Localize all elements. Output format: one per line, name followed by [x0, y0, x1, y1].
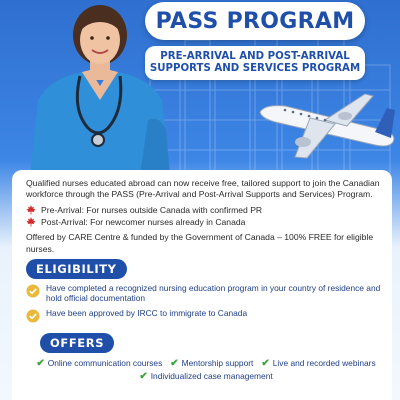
eligibility-list: [26, 283, 382, 323]
offer-item: [36, 358, 162, 369]
airplane-illustration: [255, 82, 400, 167]
stream-post-arrival: [26, 216, 382, 228]
check-icon: ✔: [170, 357, 179, 369]
program-subtitle-line-1: PRE-ARRIVAL AND POST-ARRIVAL: [160, 51, 350, 62]
program-subtitle-box: [145, 46, 365, 80]
offer-item: [170, 358, 253, 369]
maple-leaf-icon: [26, 205, 36, 215]
program-subtitle-line-2: SUPPORTS AND SERVICES PROGRAM: [149, 63, 361, 74]
eligibility-item: [26, 308, 382, 323]
offer-item-text: Live and recorded webinars: [272, 358, 376, 369]
eligibility-item-text: Have been approved by IRCC to immigrate to Canada: [46, 307, 248, 318]
offer-item-text: Online communication courses: [47, 358, 163, 369]
offers-heading: OFFERS: [40, 333, 114, 353]
gold-check-badge-icon: [26, 284, 40, 298]
eligibility-item: [26, 283, 382, 304]
content-card: [12, 170, 392, 400]
offers-list: [26, 358, 386, 382]
offers-heading-wrap: [26, 329, 382, 353]
eligibility-heading: ELIGIBILITY: [26, 259, 127, 279]
maple-leaf-icon: [26, 217, 36, 227]
offer-item: [261, 358, 375, 369]
check-icon: ✔: [36, 357, 45, 369]
eligibility-item-text: Have completed a recognized nursing education program in your country of residence and hold official documentation: [46, 282, 381, 304]
stream-label: Post-Arrival: For newcomer nurses already in Canada: [41, 217, 246, 228]
program-title-pill: [145, 2, 365, 40]
stream-pre-arrival: [26, 204, 382, 216]
program-title: PASS PROGRAM: [155, 8, 355, 34]
check-icon: ✔: [139, 370, 148, 382]
offer-item: [139, 371, 272, 382]
offer-item-text: Individualized case management: [150, 371, 273, 382]
offer-item-text: Mentorship support: [181, 358, 254, 369]
check-icon: ✔: [261, 357, 270, 369]
stream-label: Pre-Arrival: For nurses outside Canada with confirmed PR: [41, 205, 263, 216]
program-streams: [26, 204, 382, 228]
gold-check-badge-icon: [26, 309, 40, 323]
intro-paragraph: Qualified nurses educated abroad can now receive free, tailored support to join the Canadian workforce through the PASS (Pre-Arrival and Post-Arrival Supports and Services) Program.: [26, 178, 380, 200]
offered-by-text: Offered by CARE Centre & funded by the Government of Canada – 100% FREE for eligible nurses.: [26, 232, 374, 254]
